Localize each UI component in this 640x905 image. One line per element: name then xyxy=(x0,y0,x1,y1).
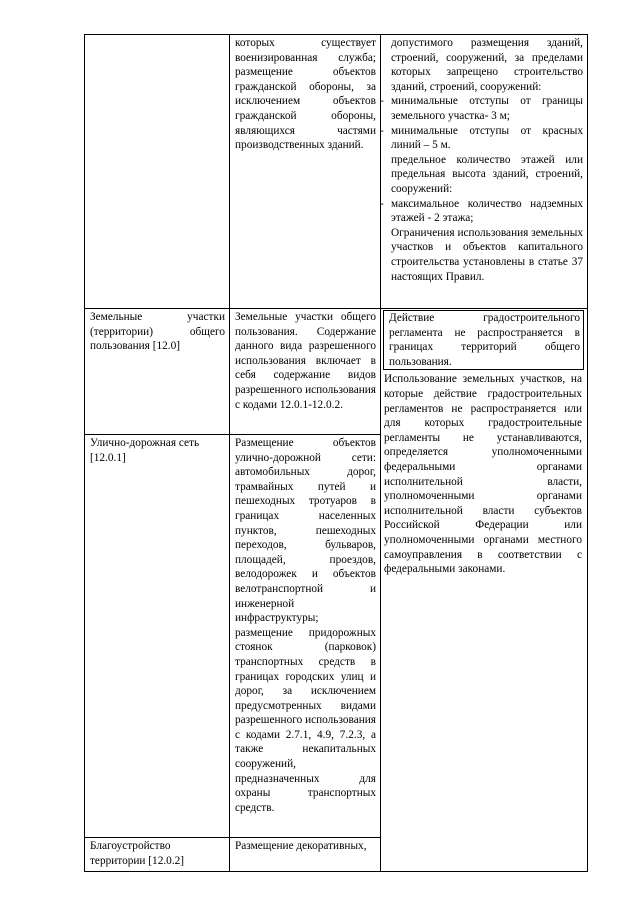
row2-use-description: Земельные участки общего пользования. Содержание данного вида разрешенного использования включает в себя содержание видов разрешенного использования с кодами 12.0.1-12.0.2. xyxy=(235,311,376,411)
table-row xyxy=(85,35,588,309)
row1-col3-cell xyxy=(381,35,588,309)
row4-use-name: Благоустройство территории [12.0.2] xyxy=(90,840,185,867)
regulations-table xyxy=(84,34,588,872)
list-item: - минимальные отступы от красных линий – 5 м. xyxy=(380,124,583,152)
list-item: - максимальное количество надземных этажей - 2 этажа; xyxy=(380,197,583,225)
row2-col2-cell xyxy=(230,309,381,435)
bullet-dash: - xyxy=(380,95,384,108)
row3-use-description: Размещение объектов улично-дорожной сети: автомобильных дорог, трамвайных путей и пешеходных тротуаров в границах населенных пунктов, пешеходных переходов, бульваров, площадей, проездов, велодорожек и объектов велотранспортной и инженерной инфраструктуры; размещение придорожных стоянок (парковок) транспортных средств в границах городских улиц и дорог, за исключением предусмотренных видами разрешенного использования с кодами 2.7.1, 4.9, 7.2.3, а также некапитальных сооружений, предназначенных для охраны транспортных средств. xyxy=(235,437,376,814)
row3-use-name: Улично-дорожная сеть [12.0.1] xyxy=(90,437,200,464)
row3-col2-cell xyxy=(230,435,381,838)
row4-col1-cell xyxy=(85,838,230,872)
row1-floors-list xyxy=(380,197,583,226)
row4-col2-cell xyxy=(230,838,381,872)
row1-col1-cell xyxy=(85,35,230,309)
table-row xyxy=(85,309,588,435)
row2-col3-cell xyxy=(381,309,588,872)
row1-restrictions-text: Ограничения использования земельных участков и объектов капитального строительства установлены в статье 37 настоящих Правил. xyxy=(391,226,583,283)
row4-use-description: Размещение декоративных, xyxy=(235,840,367,852)
list-item: - минимальные отступы от границы земельного участка- 3 м; xyxy=(380,95,583,122)
bullet-dash: - xyxy=(380,124,384,137)
row1-permitted-use-text: которых существует военизированная служба; размещение объектов гражданской обороны, за исключением объектов гражданской обороны, являющихся частями производственных зданий. xyxy=(235,37,376,152)
regulation-not-applicable-box: Действие градостроительного регламента не распространяется в границах территорий общего пользования. xyxy=(383,310,584,370)
row3-col1-cell xyxy=(85,435,230,838)
land-use-authority-text: Использование земельных участков, на которые действие градостроительных регламентов не распространяется или для которых градостроительные регламенты не устанавливаются, определяется уполномоченными федеральными органами исполнительной власти, уполномоченными органами исполнительной власти субъектов Российской Федерации или уполномоченными органами местного самоуправления в соответствии с федеральными законами. xyxy=(384,373,582,576)
row2-use-name: Земельные участки (территории) общего пользования [12.0] xyxy=(90,311,225,353)
row1-params-text: допустимого размещения зданий, строений, сооружений, за пределами которых запрещено строительство зданий, строений, сооружений: xyxy=(391,37,583,93)
bullet-dash: - xyxy=(380,197,384,210)
row1-height-limit-text: предельное количество этажей или предельная высота зданий, строений, сооружений: xyxy=(391,153,583,195)
row2-col1-cell xyxy=(85,309,230,435)
row1-setback-list xyxy=(380,94,583,152)
row1-col2-cell xyxy=(230,35,381,309)
